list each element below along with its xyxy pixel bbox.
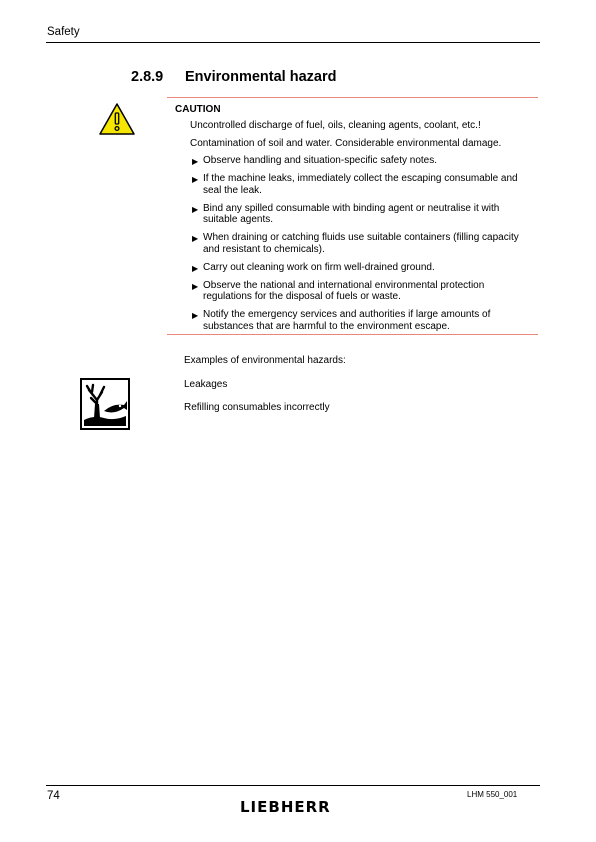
list-item: ▶ Observe the national and international environmental protection regulations for the disposal of fuels or waste. (192, 279, 485, 302)
bullet-arrow-icon: ▶ (192, 157, 199, 166)
example-item-refilling: Refilling consumables incorrectly (184, 402, 330, 413)
document-code: LHM 550_001 (467, 790, 518, 799)
bullet-arrow-icon: ▶ (192, 281, 199, 291)
environmental-hazard-icon (80, 378, 130, 430)
caution-consequence-text: Contamination of soil and water. Considerable environmental damage. (190, 138, 502, 149)
section-number: 2.8.9 (131, 69, 164, 85)
list-item: ▶ Notify the emergency services and authorities if large amounts of substances that are harmful to the environment escape. (192, 309, 491, 332)
list-item: ▶ If the machine leaks, immediately collect the escaping consumable and seal the leak. (192, 173, 518, 196)
warning-triangle-icon (98, 102, 136, 136)
list-item: ▶ When draining or catching fluids use suitable containers (filling capacity and resistant to chemicals). (192, 232, 519, 255)
running-header: Safety (47, 26, 80, 38)
bullet-arrow-icon: ▶ (192, 175, 199, 184)
caution-top-rule (167, 97, 538, 98)
caution-label: CAUTION (175, 104, 221, 115)
caution-hazard-text: Uncontrolled discharge of fuel, oils, cleaning agents, coolant, etc.! (190, 120, 481, 131)
bullet-arrow-icon: ▶ (192, 204, 199, 214)
list-item: ▶ Carry out cleaning work on firm well-drained ground. (192, 261, 435, 273)
bullet-arrow-icon: ▶ (192, 263, 199, 273)
caution-bottom-rule (167, 334, 538, 335)
list-item: ▶ Observe handling and situation-specific safety notes. (192, 155, 438, 166)
example-item-leakages: Leakages (184, 379, 228, 390)
caution-instruction-list (190, 155, 530, 339)
page-number: 74 (47, 790, 60, 802)
bullet-arrow-icon: ▶ (192, 311, 199, 320)
examples-intro: Examples of environmental hazards: (184, 355, 346, 366)
bullet-arrow-icon: ▶ (192, 234, 199, 243)
list-item: ▶ Bind any spilled consumable with binding agent or neutralise it with suitable agents. (192, 202, 500, 225)
section-title: Environmental hazard (185, 69, 337, 85)
header-divider (46, 42, 540, 43)
footer-divider (46, 785, 540, 786)
liebherr-logo: LIEBHERR (240, 798, 331, 816)
